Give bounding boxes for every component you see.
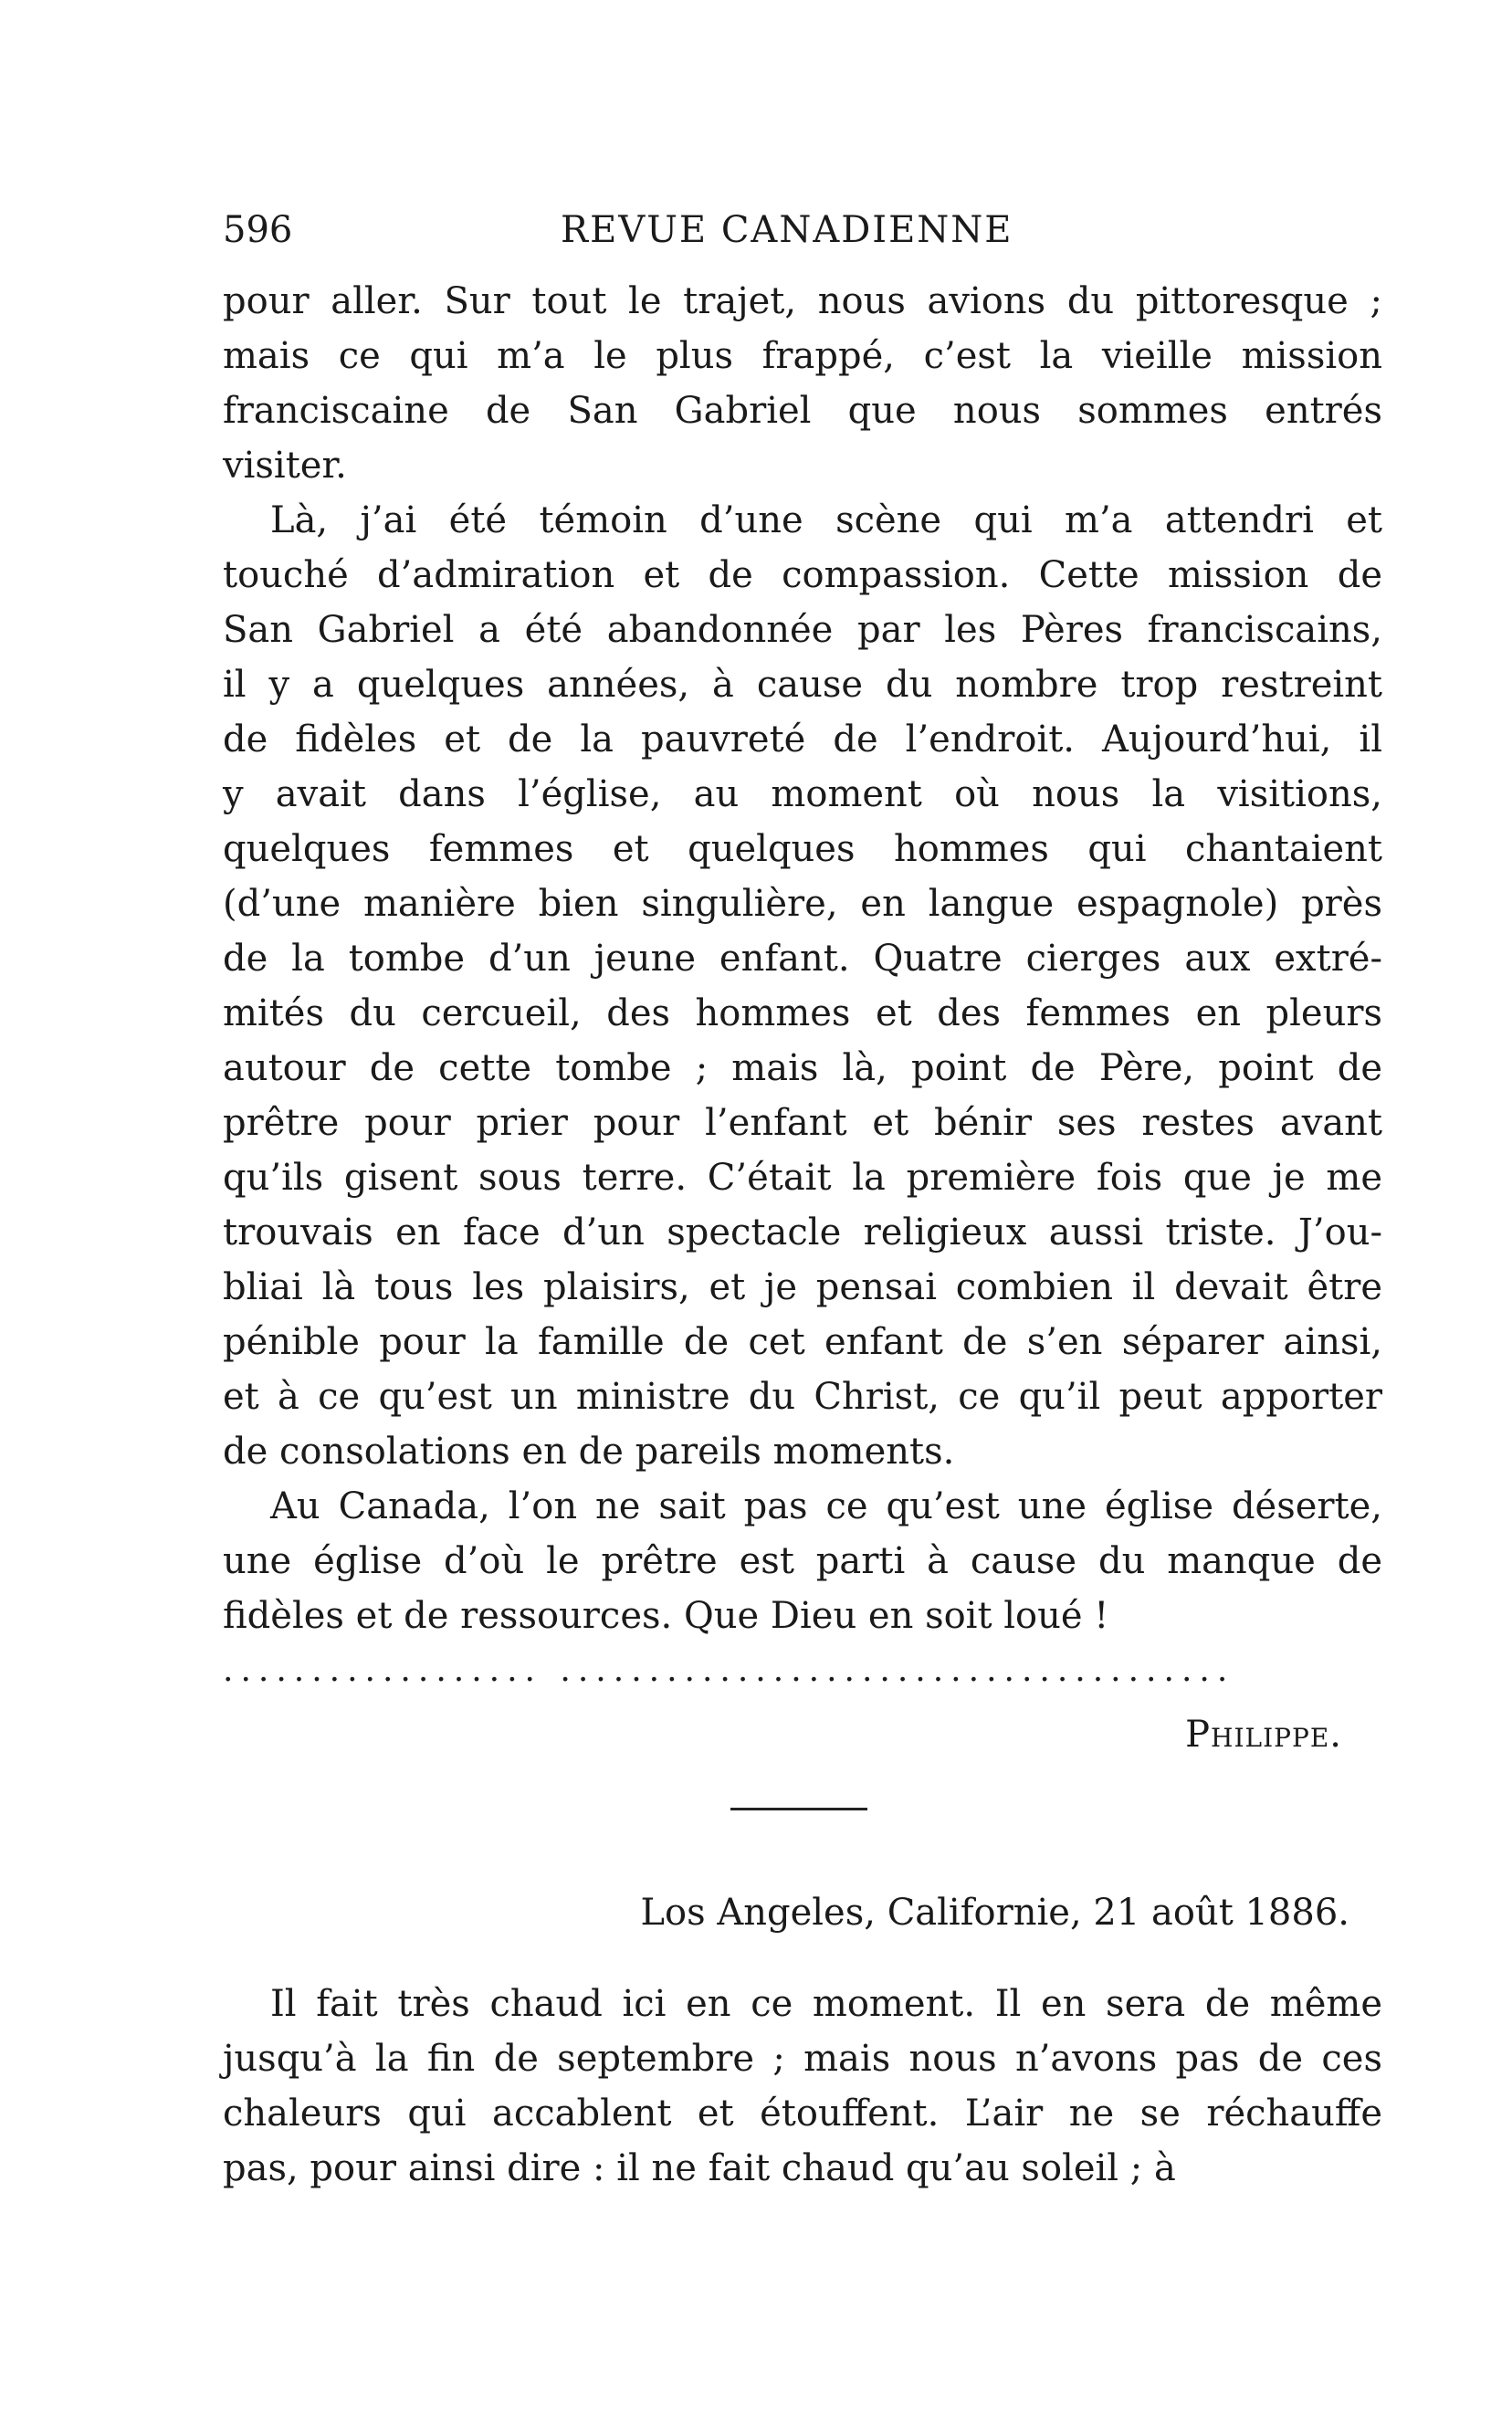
text-line: mais ce qui m’a le plus frappé, c’est la vieille mission: [223, 335, 1382, 377]
text-line: fidèles et de ressources. Que Dieu en soit loué !: [223, 1595, 1109, 1637]
paragraph: [223, 493, 1382, 1479]
text-line: (d’une manière bien singulière, en langue espagnole) près: [223, 883, 1382, 925]
text-line: de consolations en de pareils moments.: [223, 1431, 955, 1473]
text-line: et à ce qu’est un ministre du Christ, ce qu’il peut apporter: [223, 1376, 1382, 1418]
text-line: Là, j’ai été témoin d’une scène qui m’a attendri et: [270, 499, 1382, 541]
paragraph: [223, 274, 1382, 493]
text-line: prêtre pour prier pour l’enfant et bénir ses restes avant: [223, 1102, 1382, 1144]
text-line: y avait dans l’église, au moment où nous la visitions,: [223, 773, 1382, 815]
text-line: une église d’où le prêtre est parti à cause du manque de: [223, 1540, 1382, 1582]
running-head: [223, 203, 1382, 257]
text-line: touché d’admiration et de compassion. Cette mission de: [223, 554, 1382, 596]
paragraph: [223, 1977, 1382, 2196]
text-line: Il fait très chaud ici en ce moment. Il en sera de même: [270, 1983, 1382, 2025]
page-number: 596: [223, 209, 293, 251]
letter-body-part-1: [223, 274, 1382, 1643]
text-line: chaleurs qui accablent et étouffent. L’air ne se réchauffe: [223, 2093, 1382, 2135]
journal-title: REVUE CANADIENNE: [561, 209, 1013, 251]
text-line: trouvais en face d’un spectacle religieux aussi triste. J’ou-: [223, 1212, 1382, 1254]
text-line: pas, pour ainsi dire : il ne fait chaud qu’au soleil ; à: [223, 2147, 1176, 2189]
text-line: bliai là tous les plaisirs, et je pensai combien il devait être: [223, 1266, 1382, 1308]
text-line: il y a quelques années, à cause du nombre trop restreint: [223, 664, 1382, 706]
letter-body-part-2: [223, 1977, 1382, 2196]
text-line: San Gabriel a été abandonnée par les Pères franciscains,: [223, 609, 1382, 651]
text-line: de fidèles et de la pauvreté de l’endroit. Aujourd’hui, il: [223, 719, 1382, 761]
text-line: pour aller. Sur tout le trajet, nous avions du pittoresque ;: [223, 280, 1382, 322]
text-line: de la tombe d’un jeune enfant. Quatre cierges aux extré-: [223, 938, 1382, 980]
signature: Philippe.: [1185, 1714, 1342, 1756]
text-line: Au Canada, l’on ne sait pas ce qu’est une église déserte,: [270, 1485, 1382, 1527]
section-divider-rule: [730, 1808, 867, 1810]
text-line: visiter.: [223, 445, 347, 487]
text-line: qu’ils gisent sous terre. C’était la première fois que je me: [223, 1157, 1382, 1199]
text-line: pénible pour la famille de cet enfant de s’en séparer ainsi,: [223, 1321, 1382, 1363]
text-line: jusqu’à la fin de septembre ; mais nous n’avons pas de ces: [223, 2038, 1382, 2080]
text-line: autour de cette tombe ; mais là, point de Père, point de: [223, 1047, 1382, 1089]
text-line: franciscaine de San Gabriel que nous sommes entrés: [223, 390, 1382, 432]
ellipsis-separator: .................. ......................................: [223, 1652, 1235, 1689]
text-line: quelques femmes et quelques hommes qui chantaient: [223, 828, 1382, 870]
text-line: mités du cercueil, des hommes et des femmes en pleurs: [223, 992, 1382, 1034]
dateline: Los Angeles, Californie, 21 août 1886.: [640, 1892, 1349, 1934]
paragraph: [223, 1479, 1382, 1643]
document-page: [223, 203, 1382, 2303]
